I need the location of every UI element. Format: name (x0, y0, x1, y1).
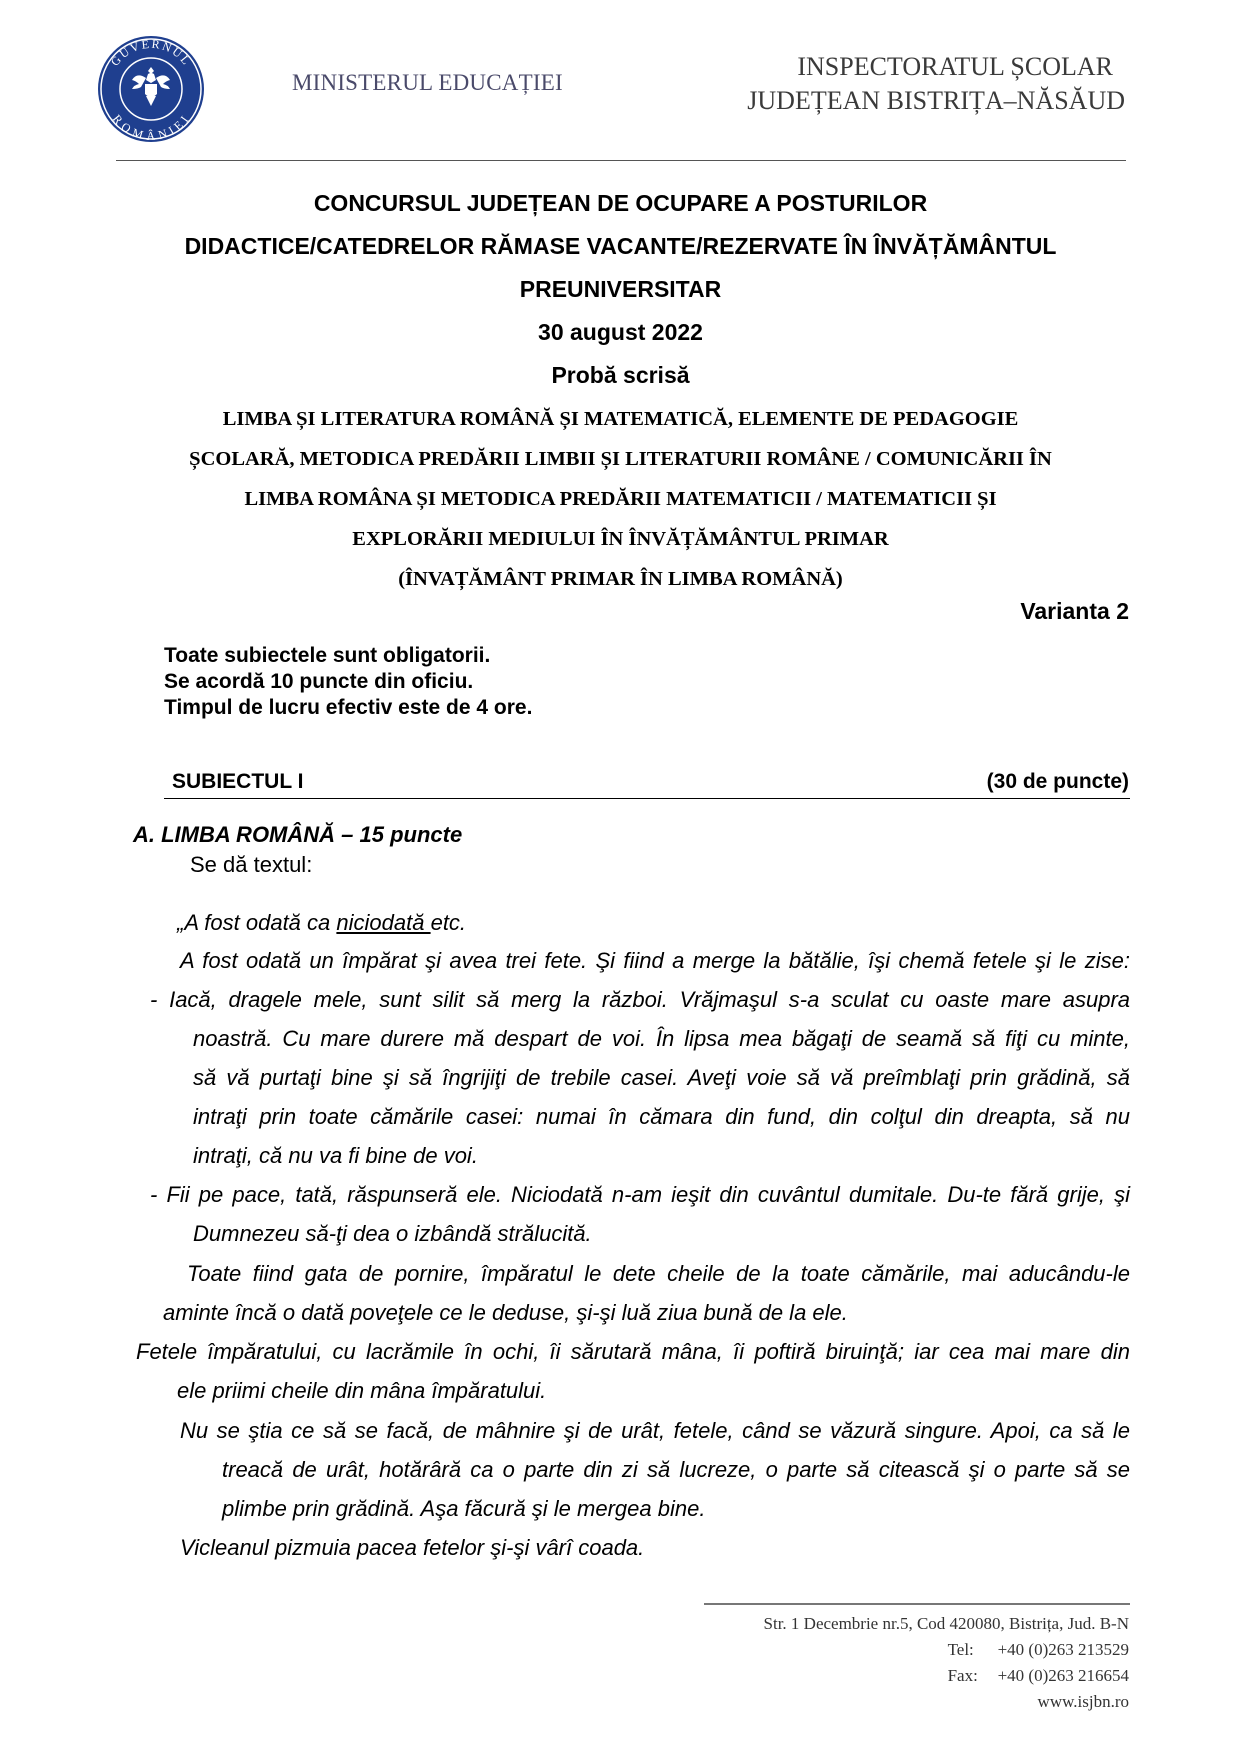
text-line-1-start: „A fost odată ca (177, 910, 337, 935)
header-divider (116, 160, 1126, 161)
text-line-7: intraţi, că nu va fi bine de voi. (193, 1143, 478, 1168)
svg-text:GUVERNUL: GUVERNUL (107, 36, 195, 69)
text-line-4: noastră. Cu mare durere mă despart de voi. În lipsa mea băgaţi de seamă să fiţi cu minte, (193, 1026, 1130, 1051)
variant-label: Varianta 2 (1020, 598, 1129, 624)
subject-divider (164, 798, 1130, 799)
fax-number: +40 (0)263 216654 (997, 1666, 1129, 1685)
text-line-1-end: etc. (430, 910, 467, 935)
government-logo (96, 34, 206, 144)
exam-type: Probă scrisă (551, 362, 690, 388)
footer-website[interactable]: www.isjbn.ro (1037, 1692, 1129, 1711)
text-line-2: A fost odată un împărat şi avea trei fete. Şi fiind a merge la bătălie, îşi chemă fetele şi le zise: (180, 948, 1130, 973)
text-line-10: Toate fiind gata de pornire, împăratul le dete cheile de la toate cămările, mai aducându-le (187, 1261, 1130, 1286)
ministry-name: MINISTERUL EDUCAȚIEI (292, 70, 563, 95)
subject-title-line-2: ȘCOLARĂ, METODICA PREDĂRII LIMBII ȘI LITERATURII ROMÂNE / COMUNICĂRII ÎN (189, 448, 1052, 470)
footer-phone (948, 1640, 1129, 1660)
subject-title-line-1: LIMBA ȘI LITERATURA ROMÂNĂ ȘI MATEMATICĂ, ELEMENTE DE PEDAGOGIE (222, 408, 1019, 430)
text-line-13: ele priimi cheile din mâna împăratului. (177, 1378, 547, 1403)
text-line-5: să vă purtaţi bine şi să îngrijiţi de trebile casei. Aveţi voie să vă preîmblaţi prin grădină, să (193, 1065, 1130, 1090)
text-line-9: Dumnezeu să-ţi dea o izbândă strălucită. (193, 1221, 592, 1246)
inspectorate-name-line1: INSPECTORATUL ȘCOLAR (797, 52, 1113, 81)
text-line-17: Vicleanul pizmuia pacea fetelor şi-şi vârî coada. (180, 1535, 645, 1560)
instruction-3: Timpul de lucru efectiv este de 4 ore. (164, 696, 533, 719)
text-line-1 (177, 910, 466, 936)
text-line-6: intraţi prin toate cămările casei: numai în cămara din fund, din colţul din dreapta, să nu (193, 1104, 1130, 1129)
instruction-1: Toate subiectele sunt obligatorii. (164, 644, 491, 667)
subject-label: SUBIECTUL I (172, 770, 304, 793)
subject-points: (30 de puncte) (986, 770, 1129, 793)
text-line-14: Nu se ştia ce să se facă, de mâhnire şi de urât, fetele, când se văzură singure. Apoi, ca să le (180, 1418, 1130, 1443)
phone-label: Tel: (947, 1640, 974, 1659)
text-line-12: Fetele împăratului, cu lacrămile în ochi, îi sărutară mâna, îi poftiră biruinţă; iar cea mai mare din (136, 1339, 1130, 1364)
title-line-1: CONCURSUL JUDEȚEAN DE OCUPARE A POSTURILOR (313, 190, 928, 216)
text-line-11: aminte încă o dată poveţele ce le deduse, şi-şi luă ziua bună de la ele. (163, 1300, 848, 1325)
subject-title-line-5: (ÎNVAȚĂMÂNT PRIMAR ÎN LIMBA ROMÂNĂ) (398, 568, 843, 590)
title-line-2: DIDACTICE/CATEDRELOR RĂMASE VACANTE/REZERVATE ÎN ÎNVĂȚĂMÂNTUL (184, 233, 1057, 259)
exam-date: 30 august 2022 (538, 319, 703, 345)
fax-label: Fax: (947, 1666, 978, 1685)
footer-fax (948, 1666, 1129, 1686)
subject-title-line-3: LIMBA ROMÂNA ȘI METODICA PREDĂRII MATEMATICII / MATEMATICII ȘI (244, 488, 997, 510)
text-line-15: treacă de urât, hotărâră ca o parte din zi să lucreze, o parte să citească şi o parte să se (222, 1457, 1130, 1482)
section-a-intro: Se dă textul: (190, 852, 313, 877)
phone-number: +40 (0)263 213529 (997, 1640, 1129, 1659)
title-line-3: PREUNIVERSITAR (519, 276, 722, 302)
text-line-16: plimbe prin grădină. Aşa făcură şi le mergea bine. (222, 1496, 706, 1521)
inspectorate-name-line2: JUDEȚEAN BISTRIȚA–NĂSĂUD (747, 86, 1125, 115)
instruction-2: Se acordă 10 puncte din oficiu. (164, 670, 474, 693)
footer-divider (704, 1603, 1130, 1605)
text-line-8: - Fii pe pace, tată, răspunseră ele. Niciodată n-am ieşit din cuvântul dumitale. Du-te fără grije, şi (150, 1182, 1130, 1207)
subject-title-line-4: EXPLORĂRII MEDIULUI ÎN ÎNVĂȚĂMÂNTUL PRIMAR (352, 528, 889, 550)
underlined-word: niciodată (336, 910, 431, 935)
section-a-heading: A. LIMBA ROMÂNĂ – 15 puncte (133, 822, 463, 847)
footer-address: Str. 1 Decembrie nr.5, Cod 420080, Bistrița, Jud. B-N (763, 1614, 1129, 1633)
romania-coat-of-arms-icon (96, 34, 206, 144)
text-line-3: - Iacă, dragele mele, sunt silit să merg la război. Vrăjmaşul s-a sculat cu oaste mare asupra (150, 987, 1130, 1012)
svg-text:ROMÂNIEI: ROMÂNIEI (109, 111, 193, 143)
